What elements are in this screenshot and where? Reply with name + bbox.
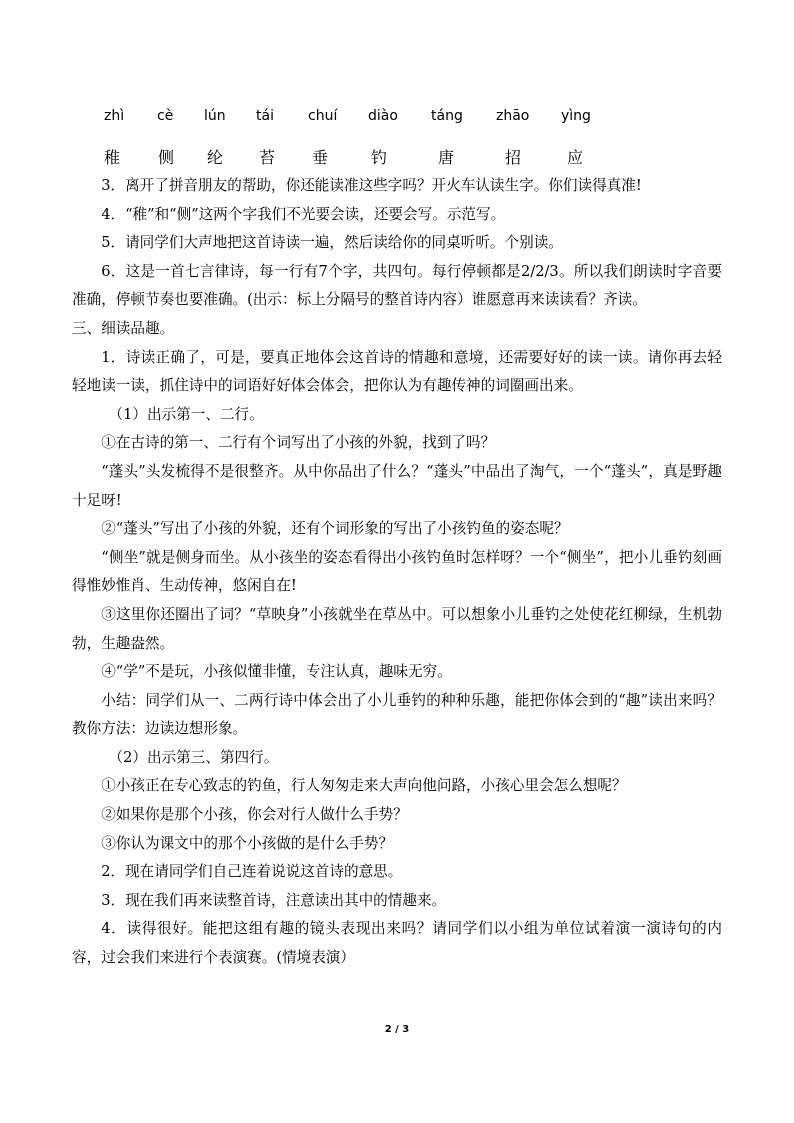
paragraph: 小结：同学们从一、二两行诗中体会出了小儿垂钓的种种乐趣，能把你体会到的“趣”读出来吗？教你方法：边读边想形象。 <box>72 691 722 738</box>
character: 侧 <box>158 148 175 167</box>
paragraph: 1．诗读正确了，可是，要真正地体会这首诗的情趣和意境，还需要好好的读一读。请你再去轻轻地读一读，抓住诗中的词语好好体会体会，把你认为有趣传神的词圈画出来。 <box>72 348 722 395</box>
character: 钓 <box>371 148 388 167</box>
paragraph: ②“蓬头”写出了小孩的外貌，还有个词形象的写出了小孩钓鱼的姿态呢？ <box>101 520 569 538</box>
paragraph: 3．离开了拼音朋友的帮助，你还能读准这些字吗？开火车认读生字。你们读得真准! <box>101 177 642 194</box>
section-heading: 三、细读品趣。 <box>72 319 175 337</box>
paragraph: 5．请同学们大声地把这首诗读一遍，然后读给你的同桌听听。个别读。 <box>101 234 563 252</box>
paragraph: ①小孩正在专心致志的钓鱼，行人匆匆走来大声向他问路，小孩心里会怎么想呢？ <box>101 777 627 795</box>
pinyin-syllable: cè <box>157 108 174 124</box>
paragraph: 2．现在请同学们自己连着说说这首诗的意思。 <box>101 863 403 881</box>
paragraph: ①在古诗的第一、二行有个词写出了小孩的外貌，找到了吗？ <box>101 434 496 452</box>
character: 唐 <box>438 148 455 167</box>
paragraph: 4．“稚”和“侧”这两个字我们不光要会读，还要会写。示范写。 <box>101 205 506 223</box>
pinyin-syllable: diào <box>368 108 398 124</box>
paragraph: ④“学”不是玩，小孩似懂非懂，专注认真，趣味无穷。 <box>101 663 452 681</box>
pinyin-syllable: zhāo <box>496 108 530 124</box>
character-row <box>0 145 794 171</box>
paragraph: 6．这是一首七言律诗，每一行有7个字，共四句。每行停顿都是2/2/3。所以我们朗读时字音要准确，停顿节奏也要准确。(出示：标上分隔号的整首诗内容）谁愿意再来读读看？齐读。 <box>72 262 722 309</box>
paragraph: 3．现在我们再来读整首诗，注意读出其中的情趣来。 <box>101 891 447 909</box>
character: 应 <box>567 148 584 167</box>
pinyin-syllable: lún <box>204 108 226 124</box>
character: 垂 <box>312 148 329 167</box>
pinyin-syllable: yìng <box>561 108 591 124</box>
paragraph: “蓬头”头发梳得不是很整齐。从中你品出了什么？“蓬头”中品出了淘气，一个“蓬头”，真是野趣十足呀! <box>72 462 722 509</box>
paragraph: ③这里你还圈出了词？“草映身”小孩就坐在草丛中。可以想象小儿垂钓之处使花红柳绿，生机勃勃，生趣盎然。 <box>72 605 722 652</box>
paragraph: （2）出示第三、第四行。 <box>108 748 279 766</box>
character: 纶 <box>207 148 224 167</box>
pinyin-syllable: chuí <box>308 108 338 124</box>
paragraph: 4．读得很好。能把这组有趣的镜头表现出来吗？请同学们以小组为单位试着演一演诗句的内容，过会我们来进行个表演赛。(情境表演） <box>72 920 722 967</box>
pinyin-syllable: táng <box>431 108 463 124</box>
paragraph: ②如果你是那个小孩，你会对行人做什么手势？ <box>101 806 408 824</box>
lesson-body <box>72 172 722 973</box>
character: 招 <box>505 148 522 167</box>
pinyin-row <box>0 108 794 130</box>
page-number: 2 / 3 <box>384 1024 410 1035</box>
pinyin-syllable: tái <box>256 108 274 124</box>
pinyin-syllable: zhì <box>104 108 125 124</box>
paragraph: ③你认为课文中的那个小孩做的是什么手势？ <box>101 834 394 852</box>
paragraph: “侧坐”就是侧身而坐。从小孩坐的姿态看得出小孩钓鱼时怎样呀？一个“侧坐”，把小儿垂钓刻画得惟妙惟肖、生动传神，悠闲自在! <box>72 548 722 595</box>
paragraph: （1）出示第一、二行。 <box>108 405 264 423</box>
character: 稚 <box>104 148 121 167</box>
character: 苔 <box>259 148 276 167</box>
